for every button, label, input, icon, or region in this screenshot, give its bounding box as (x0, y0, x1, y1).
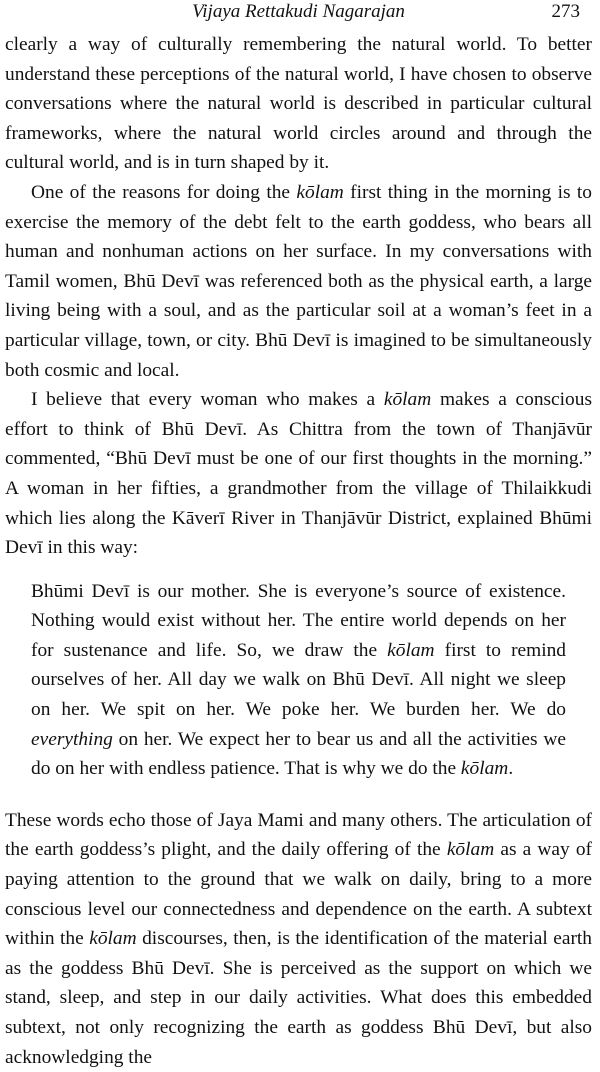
body-text (5, 30, 592, 1072)
quote-text: on her. We expect her to bear us and all the activities we do on her with endless patience. That is why we do the (31, 728, 566, 780)
page-number: 273 (551, 1, 580, 22)
running-head (5, 0, 592, 30)
italic-term: kōlam (383, 389, 432, 411)
paragraph-text: discourses, then, is the identification of the material earth as the goddess Bhū Devī. She is perceived as the support on which we stand, sleep, and step in our daily activities. What does this embedded subtext, not only recognizing the earth as goddess Bhū Devī, but also acknowledging the (5, 928, 592, 1068)
paragraph-text: One of the reasons for doing the (31, 181, 297, 203)
italic-term: kōlam (89, 928, 137, 950)
paragraph-text: as a way of paying attention to the ground that we walk on daily, bring to a more conscious level our connectedness and dependence on the earth. A subtext within the (5, 839, 593, 950)
paragraph-text: clearly a way of culturally remembering the natural world. To better understand these perceptions of the natural world, I have chosen to observe conversations where the natural world is described in particular cultural frameworks, where the natural world circles around and through the cultural world, and is in turn shaped by it. (5, 34, 592, 174)
quote-text: Bhūmi Devī is our mother. She is everyone’s source of existence. Nothing would exist without her. The entire world depends on her for sustenance and life. So, we draw the (31, 580, 566, 661)
italic-term: kōlam (296, 181, 344, 203)
italic-term: kōlam (460, 758, 509, 780)
block-quote (5, 577, 592, 784)
paragraph (5, 806, 592, 1072)
italic-term: kōlam (446, 839, 495, 861)
paragraph-text: first thing in the morning is to exercise the memory of the debt felt to the earth goddess, who bears all human and nonhuman actions on her surface. In my conversations with Tamil women, Bhū Devī was referenced both as the physical earth, a large living being with a soul, and as the particular soil at a woman’s feet in a particular village, town, or city. Bhū Devī is imagined to be simultaneously both cosmic and local. (5, 181, 592, 381)
italic-term: kōlam (387, 639, 435, 661)
paragraph-text: I believe that every woman who makes a (31, 389, 384, 411)
paragraph-text: makes a conscious effort to think of Bhū Devī. As Chittra from the town of Thanjāvūr commented, “Bhū Devī must be one of our first thoughts in the morning.” A woman in her fifties, a grandmother from the village of Thilaikkudi which lies along the Kāverī River in Thanjāvūr District, explained Bhūmi Devī in this way: (5, 389, 592, 559)
paragraph (5, 385, 592, 563)
quote-text: . (508, 758, 514, 780)
paragraph-continued (5, 30, 592, 178)
quote-text: first to remind ourselves of her. All day we walk on Bhū Devī. All night we sleep on her. We spit on her. We poke her. We burden her. We do (31, 639, 566, 721)
paragraph-text: These words echo those of Jaya Mami and many others. The articulation of the earth goddess’s plight, and the daily offering of the (5, 809, 592, 861)
running-title: Vijaya Rettakudi Nagarajan (192, 1, 405, 22)
italic-emphasis: everything (31, 728, 113, 750)
paragraph (5, 178, 592, 385)
